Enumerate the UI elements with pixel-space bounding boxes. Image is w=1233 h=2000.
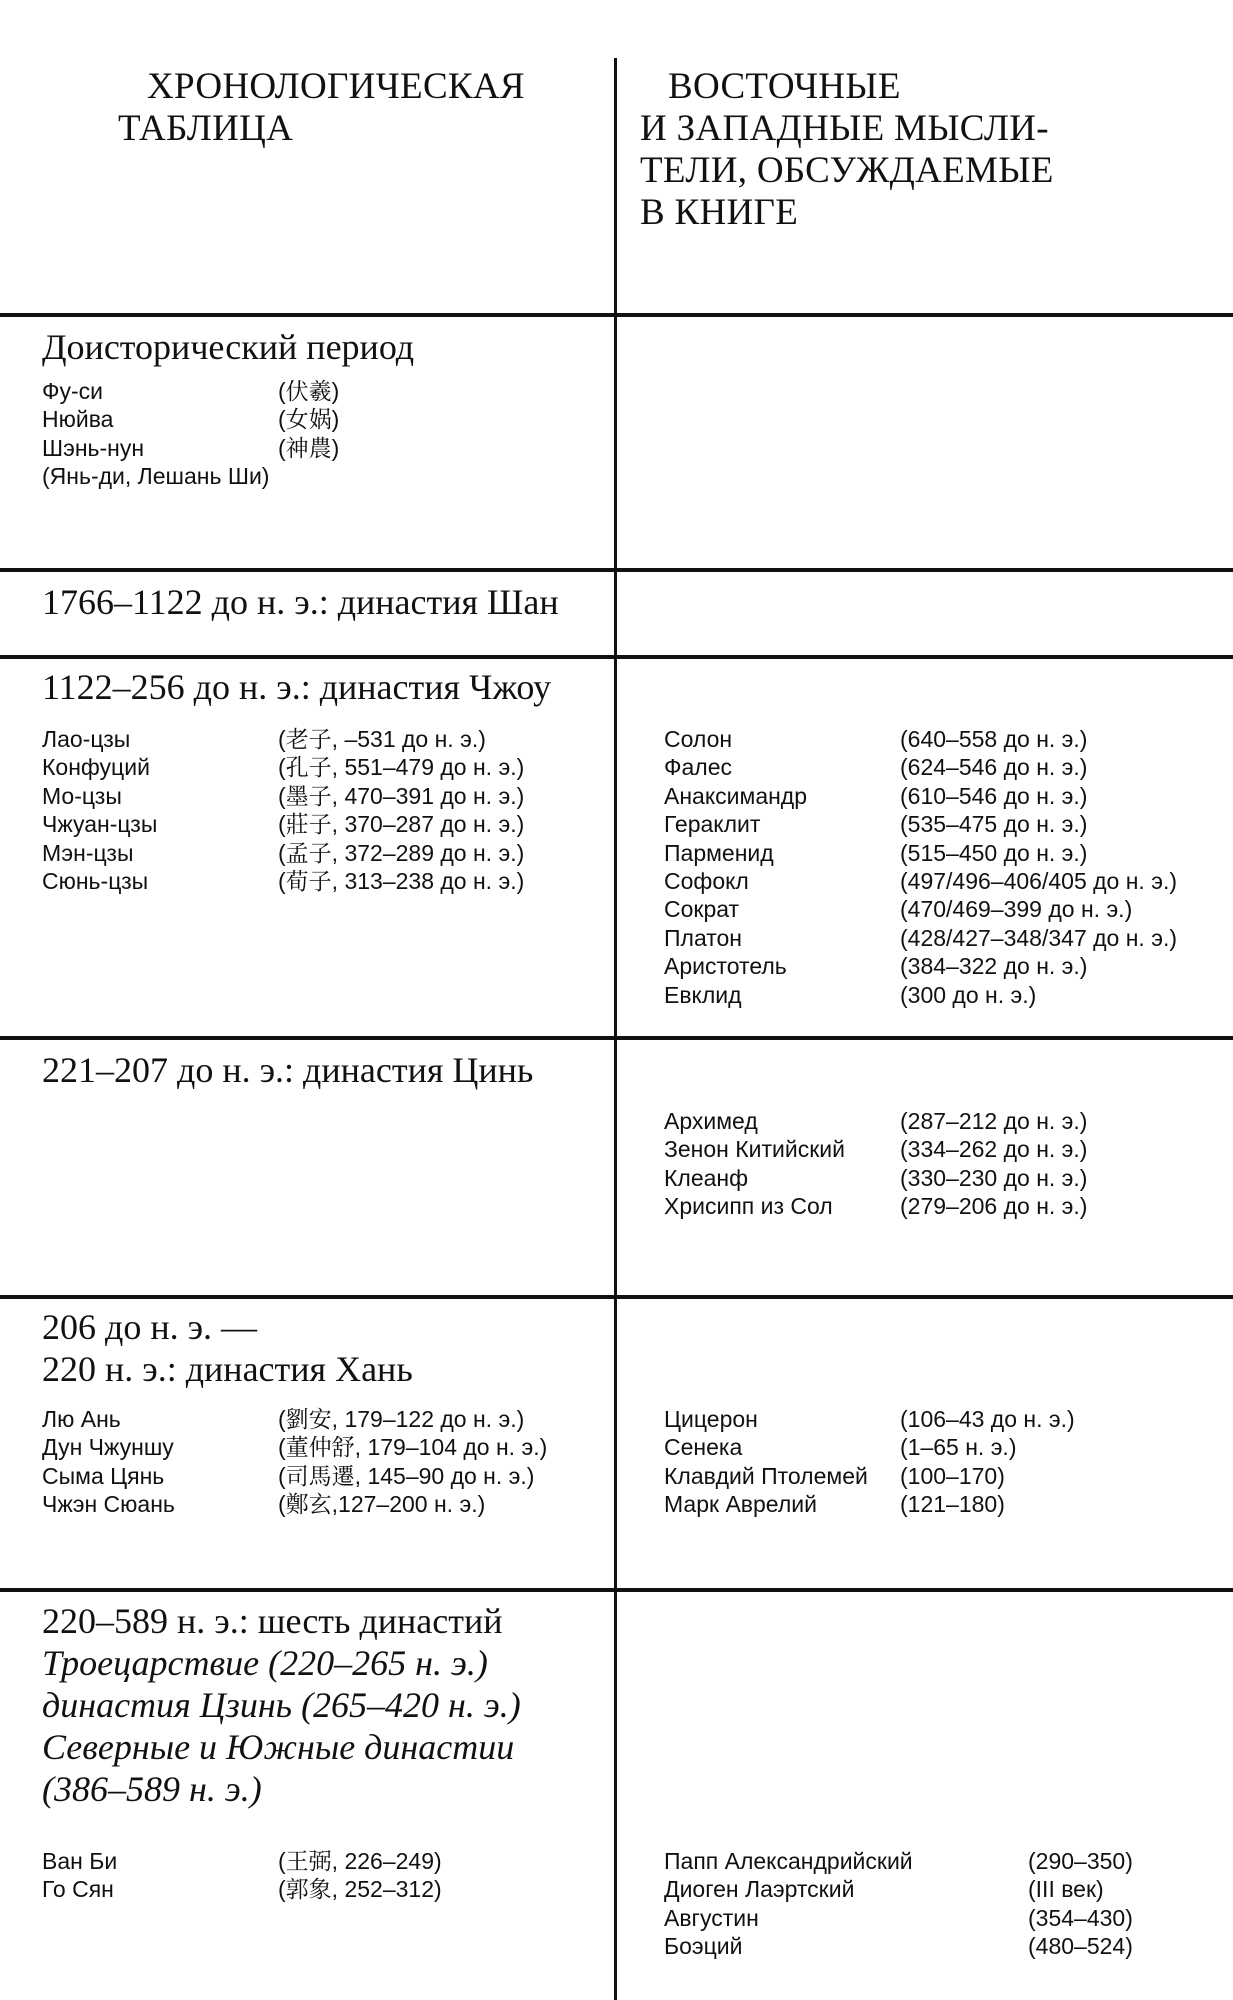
list-item (664, 924, 1177, 952)
thinker-name: Платон (664, 924, 743, 951)
list-item (664, 952, 1177, 980)
thinker-info: (354–430) (1028, 1904, 1133, 1931)
row-divider (0, 568, 1233, 572)
list-item (664, 1932, 1133, 1960)
thinker-info: (墨子, 470–391 до н. э.) (278, 782, 525, 809)
thinker-info: (279–206 до н. э.) (900, 1193, 1088, 1220)
thinker-info: (287–212 до н. э.) (900, 1108, 1088, 1134)
eastern-list-prehistoric (42, 377, 339, 491)
list-item (664, 725, 1177, 753)
list-item (42, 405, 339, 433)
thinker-name: Архимед (664, 1108, 758, 1134)
thinker-name: Лю Ань (42, 1406, 121, 1432)
thinker-info: (鄭玄,127–200 н. э.) (278, 1491, 486, 1518)
eastern-list-six-dynasties (42, 1847, 442, 1904)
section-subtitle: династия Цзинь (265–420 н. э.) (42, 1685, 521, 1725)
list-item (42, 782, 524, 810)
thinker-name: Мэн-цзы (42, 839, 134, 866)
list-item (664, 1192, 1087, 1220)
thinker-name: Ван Би (42, 1848, 118, 1874)
list-item (664, 1433, 1075, 1461)
thinker-name: Диоген Лаэртский (664, 1876, 855, 1903)
thinker-name: Марк Аврелий (664, 1491, 817, 1518)
section-subtitle: Троецарствие (220–265 н. э.) (42, 1643, 488, 1683)
thinker-info: (1–65 н. э.) (900, 1434, 1017, 1461)
section-title-han (42, 1306, 413, 1390)
thinker-info: (470/469–399 до н. э.) (900, 896, 1133, 923)
thinker-info: (伏羲) (278, 378, 340, 404)
list-item (664, 1904, 1133, 1932)
list-item (42, 867, 524, 895)
thinker-name: Евклид (664, 981, 742, 1008)
list-item (664, 1462, 1075, 1490)
chronology-header (118, 66, 525, 150)
thinker-name: Августин (664, 1904, 759, 1931)
thinker-info: (神農) (278, 434, 340, 461)
list-item (42, 753, 524, 781)
thinkers-header-line1: ВОСТОЧНЫЕ (668, 66, 901, 107)
list-item (664, 1135, 1087, 1163)
list-item (42, 1433, 547, 1461)
thinker-name: Солон (664, 726, 733, 752)
thinker-name: Лао-цзы (42, 726, 131, 752)
list-item (42, 1490, 547, 1518)
section-title-qin: 221–207 до н. э.: династия Цинь (42, 1050, 534, 1090)
thinkers-header-line2: И ЗАПАДНЫЕ МЫСЛИ- (640, 108, 1049, 149)
list-item (42, 434, 339, 462)
thinker-name: Конфуций (42, 754, 150, 781)
list-item (664, 1847, 1133, 1875)
list-item-note (42, 462, 339, 490)
thinker-name: Сенека (664, 1434, 743, 1461)
thinker-info: (女娲) (278, 406, 340, 433)
section-title-prehistoric: Доисторический период (42, 327, 415, 367)
thinker-info: (106–43 до н. э.) (900, 1406, 1075, 1432)
list-item (42, 839, 524, 867)
row-divider (0, 655, 1233, 659)
western-list-qin (664, 1107, 1087, 1221)
section-title-six-dynasties-main: 220–589 н. э.: шесть династий (42, 1601, 503, 1641)
thinker-name: Фу-си (42, 378, 103, 404)
section-title-han-line1: 206 до н. э. — (42, 1307, 258, 1347)
thinker-name: Дун Чжуншу (42, 1434, 174, 1461)
thinker-info: (孟子, 372–289 до н. э.) (278, 839, 525, 866)
thinker-name: Шэнь-нун (42, 434, 145, 461)
thinker-info: (428/427–348/347 до н. э.) (900, 924, 1177, 951)
thinker-name: Аристотель (664, 953, 787, 980)
thinker-info: (司馬遷, 145–90 до н. э.) (278, 1462, 535, 1489)
thinker-name: Фалес (664, 754, 732, 781)
thinker-name: Клеанф (664, 1164, 749, 1191)
list-item (664, 1405, 1075, 1433)
thinker-info: (莊子, 370–287 до н. э.) (278, 811, 525, 838)
thinker-info: (535–475 до н. э.) (900, 811, 1088, 838)
chronology-header-line2: ТАБЛИЦА (118, 108, 294, 149)
thinker-info: (121–180) (900, 1491, 1005, 1518)
list-item (664, 1164, 1087, 1192)
row-divider (0, 1295, 1233, 1299)
thinker-name: Сюнь-цзы (42, 868, 149, 895)
thinker-info: (610–546 до н. э.) (900, 782, 1088, 809)
list-item (42, 1462, 547, 1490)
thinker-info: (334–262 до н. э.) (900, 1136, 1088, 1163)
thinker-name: Боэций (664, 1933, 743, 1960)
thinker-info: (640–558 до н. э.) (900, 726, 1088, 752)
thinker-info: (郭象, 252–312) (278, 1876, 442, 1903)
list-item (42, 1875, 442, 1903)
section-title-han-line2: 220 н. э.: династия Хань (42, 1349, 413, 1389)
thinker-info: (王弼, 226–249) (278, 1848, 442, 1874)
list-item (42, 1847, 442, 1875)
thinker-name: Цицерон (664, 1406, 758, 1432)
thinker-name: Папп Александрийский (664, 1848, 913, 1874)
list-item (664, 753, 1177, 781)
section-title-shang: 1766–1122 до н. э.: династия Шан (42, 582, 559, 622)
eastern-list-zhou (42, 725, 524, 895)
thinker-name: Анаксимандр (664, 782, 808, 809)
list-item (664, 782, 1177, 810)
row-divider (0, 1036, 1233, 1040)
section-title-zhou: 1122–256 до н. э.: династия Чжоу (42, 667, 552, 707)
chronology-header-line1: ХРОНОЛОГИЧЕСКАЯ (147, 66, 525, 107)
thinker-info: (劉安, 179–122 до н. э.) (278, 1406, 525, 1432)
list-item (664, 981, 1177, 1009)
thinker-name: Парменид (664, 839, 774, 866)
column-divider (614, 58, 617, 2000)
list-item (664, 1107, 1087, 1135)
list-item (42, 810, 524, 838)
thinker-info: (300 до н. э.) (900, 981, 1037, 1008)
list-item (664, 867, 1177, 895)
thinker-info: (330–230 до н. э.) (900, 1164, 1088, 1191)
thinker-info: (515–450 до н. э.) (900, 839, 1088, 866)
thinker-name: Чжэн Сюань (42, 1491, 175, 1518)
thinker-name: Сократ (664, 896, 740, 923)
eastern-list-han (42, 1405, 547, 1519)
row-divider (0, 1588, 1233, 1592)
western-list-zhou (664, 725, 1177, 1009)
thinker-name: Чжуан-цзы (42, 811, 158, 838)
list-item (664, 895, 1177, 923)
thinker-name: Мо-цзы (42, 782, 122, 809)
list-item (42, 377, 339, 405)
thinker-name: Софокл (664, 868, 749, 895)
thinker-name: Зенон Китийский (664, 1136, 846, 1163)
row-divider (0, 313, 1233, 317)
thinker-name: Хрисипп из Сол (664, 1193, 833, 1220)
thinker-info: (480–524) (1028, 1933, 1133, 1960)
thinker-name: Го Сян (42, 1876, 114, 1903)
thinker-name: Клавдий Птолемей (664, 1462, 868, 1489)
list-item (42, 1405, 547, 1433)
thinker-name: Нюйва (42, 406, 114, 433)
thinker-info: (老子, –531 до н. э.) (278, 726, 486, 752)
thinker-note: (Янь-ди, Лешань Ши) (42, 463, 270, 490)
thinker-info: (荀子, 313–238 до н. э.) (278, 868, 525, 895)
western-list-six-dynasties (664, 1847, 1133, 1961)
western-list-han (664, 1405, 1075, 1519)
list-item (664, 1490, 1075, 1518)
thinker-info: (孔子, 551–479 до н. э.) (278, 754, 525, 781)
list-item (42, 725, 524, 753)
list-item (664, 839, 1177, 867)
thinker-info: (497/496–406/405 до н. э.) (900, 868, 1177, 895)
thinker-name: Сыма Цянь (42, 1462, 165, 1489)
thinker-name: Гераклит (664, 811, 761, 838)
list-item (664, 810, 1177, 838)
thinker-info: (624–546 до н. э.) (900, 754, 1088, 781)
section-subtitle: (386–589 н. э.) (42, 1769, 262, 1809)
thinker-info: (董仲舒, 179–104 до н. э.) (278, 1434, 548, 1461)
section-title-six-dynasties (42, 1600, 521, 1810)
thinkers-header-line4: В КНИГЕ (640, 192, 799, 233)
section-subtitle: Северные и Южные династии (42, 1727, 515, 1767)
thinker-info: (III век) (1028, 1876, 1104, 1903)
thinkers-header (640, 66, 1054, 234)
thinker-info: (100–170) (900, 1462, 1005, 1489)
thinker-info: (290–350) (1028, 1848, 1133, 1874)
list-item (664, 1875, 1133, 1903)
thinkers-header-line3: ТЕЛИ, ОБСУЖДАЕМЫЕ (640, 150, 1054, 191)
thinker-info: (384–322 до н. э.) (900, 953, 1088, 980)
